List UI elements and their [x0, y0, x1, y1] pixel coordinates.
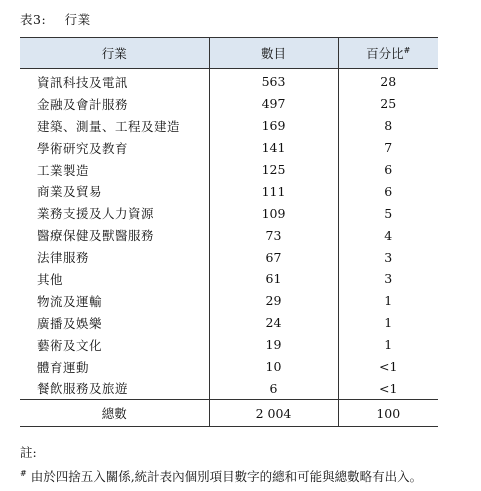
cell-industry: 業務支援及人力資源	[37, 206, 155, 222]
table-row	[20, 268, 438, 290]
table-row	[20, 224, 438, 246]
table-row	[20, 159, 438, 181]
header-industry	[20, 38, 209, 69]
table-row	[20, 290, 438, 312]
cell-percent: 3	[338, 268, 438, 290]
table-row	[20, 69, 438, 93]
total-percent: 100	[338, 400, 438, 427]
cell-percent: 1	[338, 334, 438, 356]
note-line	[20, 467, 422, 485]
cell-industry: 其他	[37, 271, 64, 287]
cell-industry: 餐飲服務及旅遊	[37, 381, 129, 397]
table-footer	[20, 400, 438, 427]
cell-count: 125	[209, 159, 338, 181]
table-row	[20, 137, 438, 159]
cell-count: 563	[209, 69, 338, 93]
table-row	[20, 377, 438, 399]
note-text: 由於四捨五入關係,統計表內個別項目數字的總和可能與總數略有出入。	[30, 469, 423, 484]
cell-industry: 藝術及文化	[37, 337, 103, 353]
industry-table	[20, 37, 438, 427]
table-row	[20, 356, 438, 378]
cell-count: 73	[209, 224, 338, 246]
header-row	[20, 38, 438, 69]
table-row	[20, 312, 438, 334]
cell-count: 497	[209, 93, 338, 115]
cell-industry: 金融及會計服務	[37, 96, 129, 112]
cell-industry: 物流及運輸	[37, 293, 103, 309]
note-mark: #	[20, 468, 27, 478]
cell-industry: 商業及貿易	[37, 184, 103, 200]
cell-industry: 學術研究及教育	[37, 140, 129, 156]
cell-count: 29	[209, 290, 338, 312]
header-percent-mark: #	[403, 45, 411, 55]
cell-count: 169	[209, 115, 338, 137]
cell-industry: 體育運動	[37, 359, 90, 375]
cell-percent: 1	[338, 290, 438, 312]
header-percent-label: 百分比	[366, 46, 404, 61]
cell-percent: 5	[338, 202, 438, 224]
cell-count: 24	[209, 312, 338, 334]
total-label: 總數	[20, 400, 209, 427]
cell-count: 67	[209, 246, 338, 268]
cell-percent: 1	[338, 312, 438, 334]
industry-table-container	[20, 37, 438, 427]
cell-industry: 建築、測量、工程及建造	[37, 118, 181, 134]
cell-industry: 廣播及娛樂	[37, 315, 103, 331]
cell-count: 10	[209, 356, 338, 378]
cell-percent: 8	[338, 115, 438, 137]
cell-count: 6	[209, 377, 338, 399]
cell-percent: <1	[338, 356, 438, 378]
cell-industry: 法律服務	[37, 250, 90, 266]
cell-percent: 6	[338, 180, 438, 202]
cell-count: 111	[209, 180, 338, 202]
header-count	[209, 38, 338, 69]
table-row	[20, 93, 438, 115]
cell-percent: 6	[338, 159, 438, 181]
cell-percent: 4	[338, 224, 438, 246]
table-body	[20, 69, 438, 400]
table-row	[20, 180, 438, 202]
table-header	[20, 38, 438, 69]
table-notes	[20, 443, 422, 485]
header-percent	[338, 38, 438, 69]
table-caption	[20, 10, 91, 28]
table-row	[20, 246, 438, 268]
cell-percent: 25	[338, 93, 438, 115]
caption-label: 表3:	[20, 12, 47, 27]
cell-industry: 資訊科技及電訊	[37, 74, 129, 90]
header-count-label: 數目	[260, 46, 286, 61]
cell-percent: 3	[338, 246, 438, 268]
cell-count: 61	[209, 268, 338, 290]
table-row	[20, 202, 438, 224]
caption-title: 行業	[64, 12, 91, 27]
cell-percent: 28	[338, 69, 438, 93]
cell-industry: 醫療保健及獸醫服務	[37, 228, 155, 244]
table-row	[20, 334, 438, 356]
cell-percent: <1	[338, 377, 438, 399]
header-industry-label: 行業	[101, 46, 127, 61]
cell-count: 19	[209, 334, 338, 356]
cell-count: 141	[209, 137, 338, 159]
total-count: 2 004	[209, 400, 338, 427]
table-row	[20, 115, 438, 137]
cell-percent: 7	[338, 137, 438, 159]
notes-heading: 註:	[20, 445, 37, 460]
total-row	[20, 400, 438, 427]
cell-count: 109	[209, 202, 338, 224]
cell-industry: 工業製造	[37, 162, 90, 178]
